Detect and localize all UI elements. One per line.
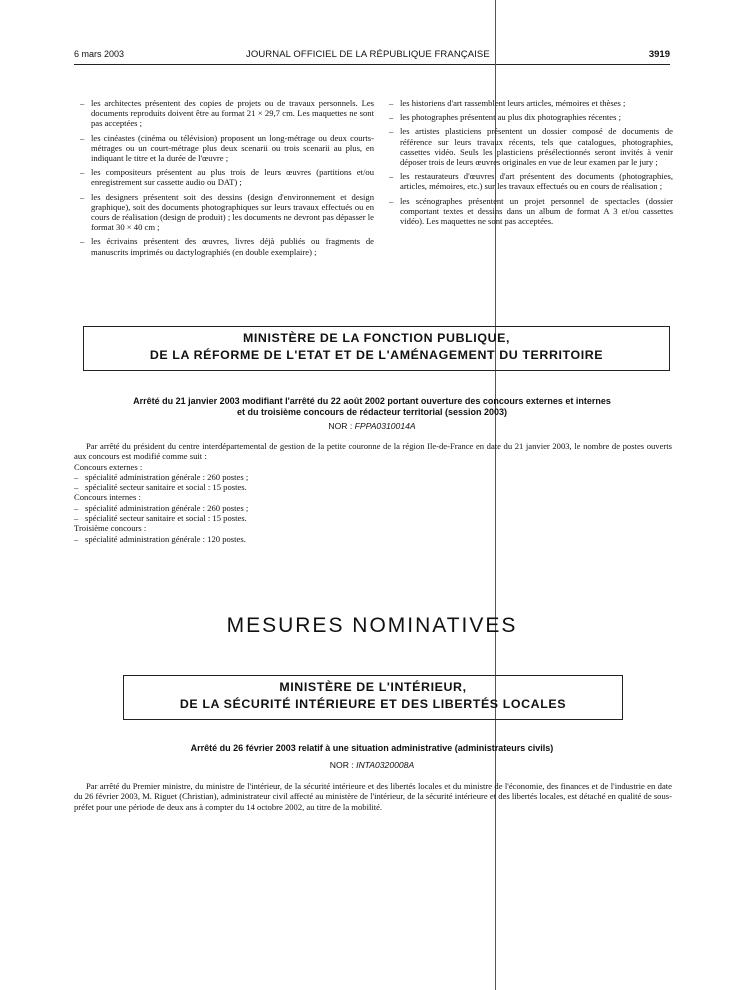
- publication-date: 6 mars 2003: [74, 49, 125, 59]
- arrete-title: [74, 396, 670, 417]
- concours-line: – spécialité secteur sanitaire et social : 15 postes.: [74, 513, 672, 523]
- nor-reference: [74, 760, 670, 770]
- list-item: – les scénographes présentent un projet personnel de spectacles (dossier comportant textes et dessins dans un album de format A 3 et/ou cassettes vidéo). Les maquettes ne sont pas acceptées.: [389, 196, 673, 227]
- nor-value: FPPA0310014A: [354, 421, 416, 431]
- list-item: – les architectes présentent des copies de projets ou de travaux personnels. Les documents reproduits doivent être au format 21 × 29,7 cm. Les maquettes ne sont pas acceptées ;: [80, 98, 374, 129]
- concours-heading: Concours internes :: [74, 492, 141, 503]
- arrete-title-line: Arrêté du 21 janvier 2003 modifiant l'arrêté du 22 août 2002 portant ouverture des concours externes et internes: [133, 396, 611, 406]
- concours-line: – spécialité administration générale : 120 postes.: [74, 534, 672, 544]
- list-item: – les compositeurs présentent au plus trois de leurs œuvres (partitions et/ou enregistrement sur cassette audio ou DAT) ;: [80, 167, 374, 187]
- arrete-title-line: et du troisième concours de rédacteur territorial (session 2003): [236, 406, 508, 417]
- arrete-text: Par arrêté du Premier ministre, du ministre de l'intérieur, de la sécurité intérieure et des libertés locales et du ministre de l'économie, des finances et de l'industrie en date du 26 février 2003, M. Riguet (Christian), administrateur civil affecté au ministère de l'intérieur, de la sécurité intérieure et des libertés locales, est détaché en qualité de sous-préfet pour une période de deux ans à compter du 14 octobre 2002, au titre de la mobilité.: [74, 781, 672, 812]
- ministry-heading-interieur: [123, 675, 623, 720]
- list-item: – les photographes présentent au plus dix photographies récentes ;: [389, 112, 673, 122]
- list-item: – les cinéastes (cinéma ou télévision) proposent un long-métrage ou deux courts-métrages ou un court-métrage plus deux scenarii ou trois scenarii au plus, en indiquant le titre et la durée de l'œuvre ;: [80, 133, 374, 164]
- list-item: – les restaurateurs d'œuvres d'art présentent des documents (photographies, articles, mémoires, etc.) sur les travaux effectués ou en cours de réalisation ;: [389, 171, 673, 191]
- list-item: – les designers présentent soit des dessins (design d'environnement et design graphique), soit des documents photographiques sur leurs travaux effectués ou en cours de réalisation (design de produit) ; les documents ne devront pas dépasser le format 30 × 40 cm ;: [80, 192, 374, 233]
- concours-line: – spécialité secteur sanitaire et social : 15 postes.: [74, 482, 672, 492]
- arrete-title: Arrêté du 26 février 2003 relatif à une situation administrative (administrateurs civils): [190, 743, 554, 753]
- ministry-heading-line: MINISTÈRE DE L'INTÉRIEUR,: [279, 680, 467, 694]
- journal-title: JOURNAL OFFICIEL DE LA RÉPUBLIQUE FRANÇAISE: [246, 49, 490, 60]
- left-column: [80, 98, 374, 261]
- concours-heading: Concours externes :: [74, 461, 143, 472]
- nor-label: NOR :: [328, 421, 353, 431]
- page-number: 3919: [648, 49, 670, 60]
- nor-label: NOR :: [329, 760, 354, 770]
- list-item: – les artistes plasticiens présentent un dossier composé de documents de référence sur leurs travaux récents, tels que catalogues, photographies, cassettes vidéo. Seuls les plasticiens présélectionnés seront invités à venir déposer trois de leurs œuvres originales en vue de leur examen par le jury ;: [389, 126, 673, 167]
- ministry-heading-line: DE LA RÉFORME DE L'ETAT ET DE L'AMÉNAGEMENT DU TERRITOIRE: [149, 348, 604, 362]
- ministry-heading-line: DE LA SÉCURITÉ INTÉRIEURE ET DES LIBERTÉS LOCALES: [179, 697, 567, 711]
- right-column: [389, 98, 673, 230]
- list-item: – les historiens d'art rassemblent leurs articles, mémoires et thèses ;: [389, 98, 673, 108]
- arrete-body: [74, 781, 672, 812]
- ministry-heading-line: MINISTÈRE DE LA FONCTION PUBLIQUE,: [242, 331, 511, 345]
- concours-heading: Troisième concours :: [74, 523, 147, 534]
- concours-line: – spécialité administration générale : 260 postes ;: [74, 472, 672, 482]
- nor-value: INTA0320008A: [356, 760, 415, 770]
- header-rule: [74, 64, 670, 65]
- concours-line: – spécialité administration générale : 260 postes ;: [74, 503, 672, 513]
- ministry-heading-fonction-publique: [83, 326, 670, 371]
- nor-reference: [74, 421, 670, 431]
- arrete-intro: Par arrêté du président du centre interdépartemental de gestion de la petite couronne de la région Ile-de-France en date du 21 janvier 2003, le nombre de postes ouverts aux concours est modifié comme suit :: [74, 441, 672, 462]
- page-header: [74, 49, 670, 63]
- list-item: – les écrivains présentent des œuvres, livres déjà publiés ou fragments de manuscrits imprimés ou dactylographiés (en double exemplaire) ;: [80, 236, 374, 256]
- arrete-body: [74, 441, 672, 544]
- section-title: MESURES NOMINATIVES: [226, 614, 518, 637]
